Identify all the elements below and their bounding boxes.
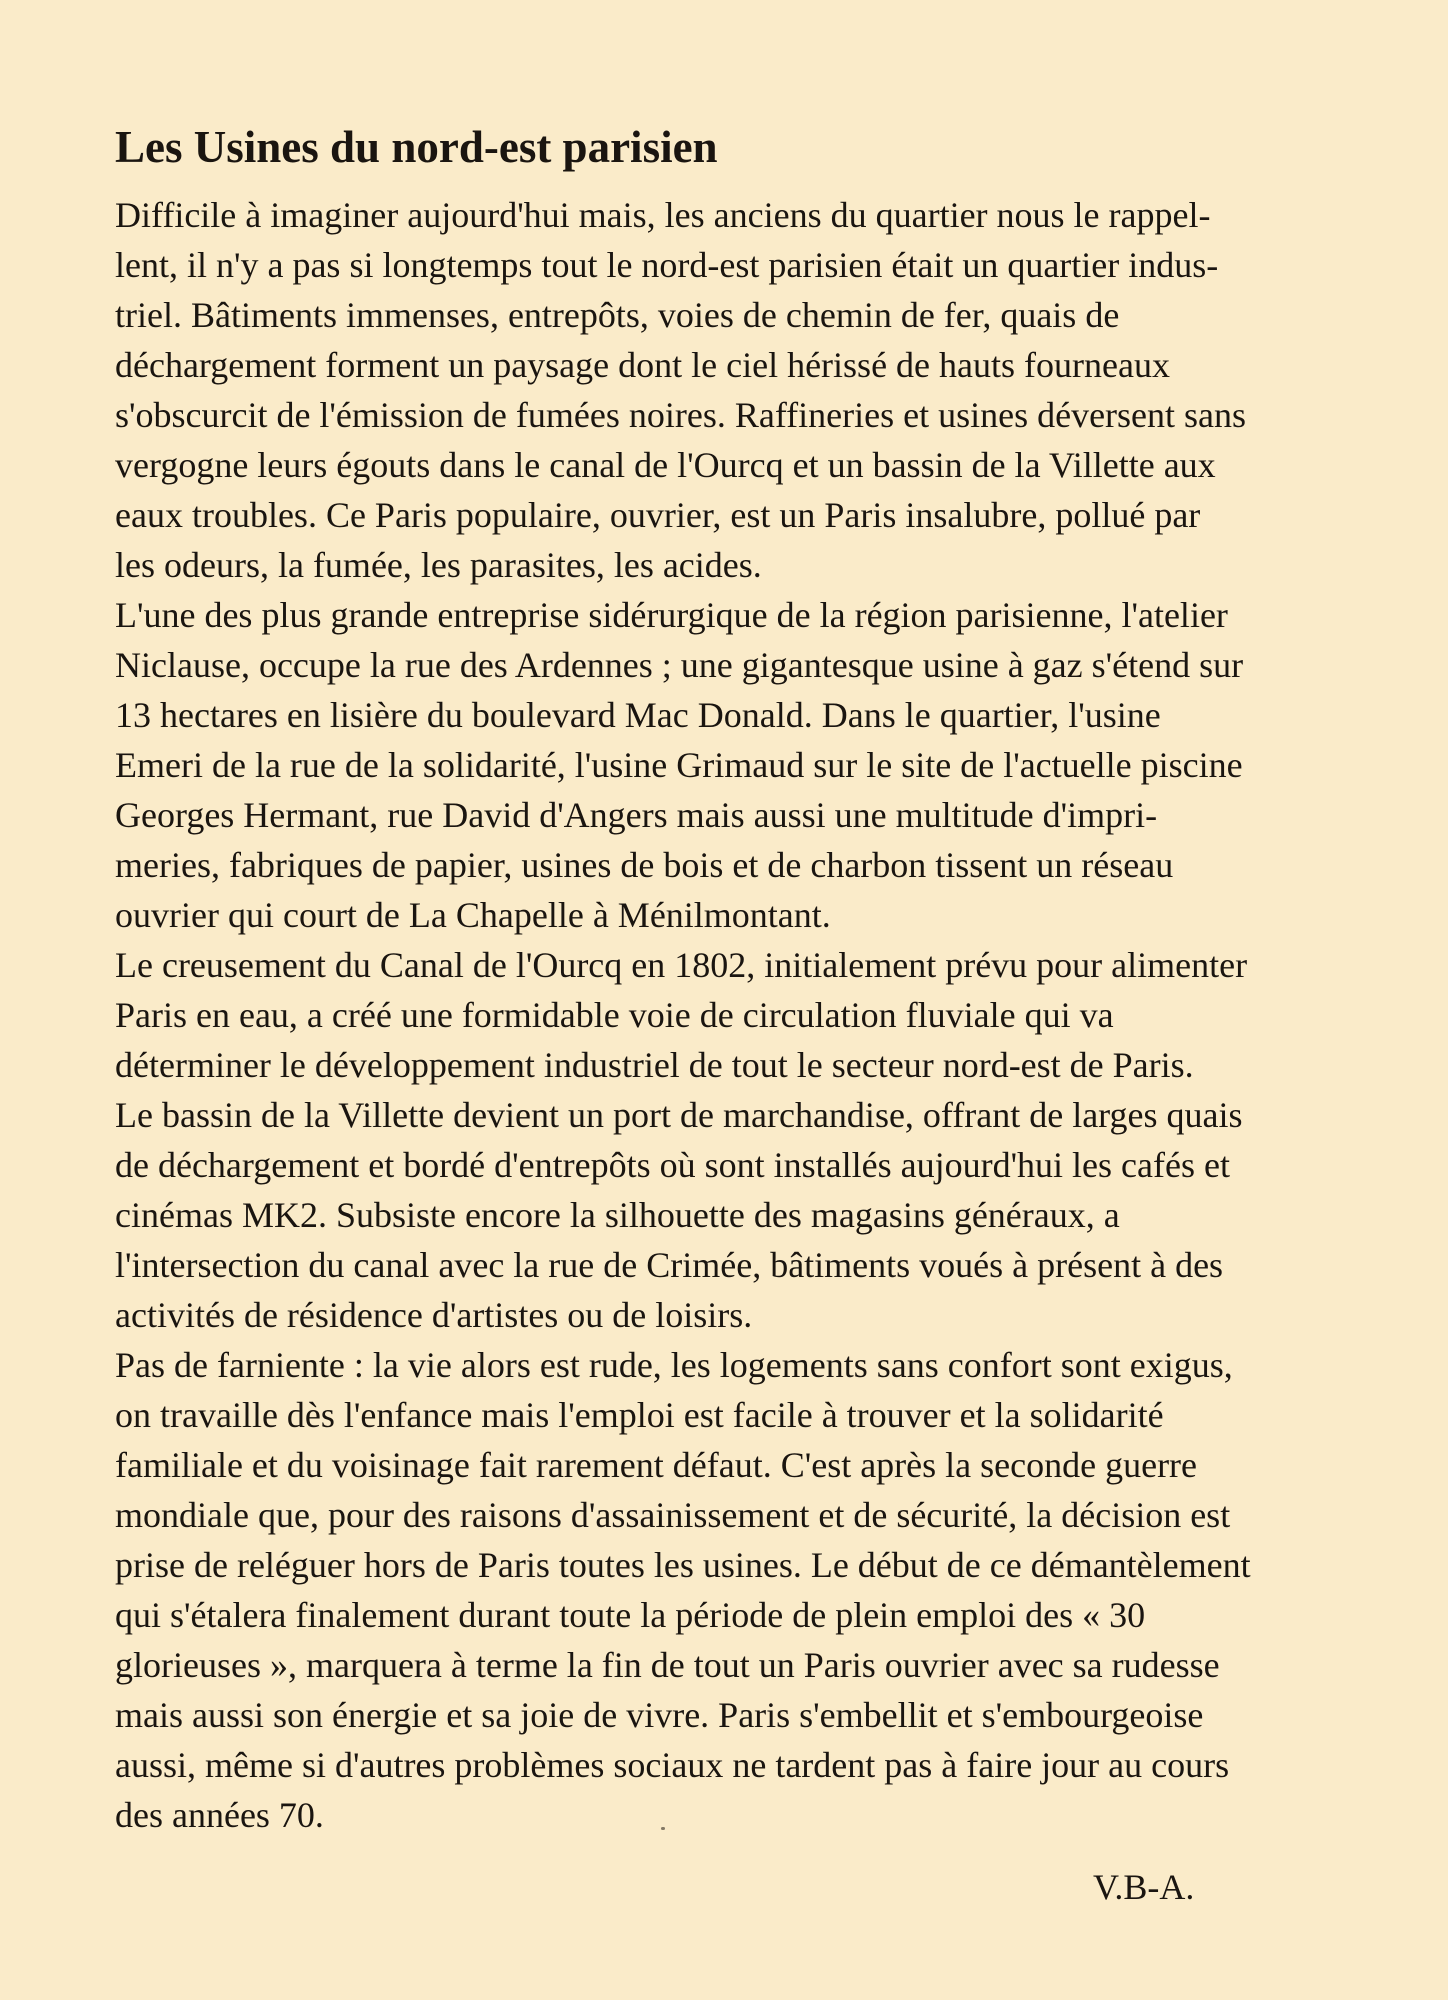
paragraph [115,190,1365,590]
text-line: prise de reléguer hors de Paris toutes les usines. Le début de ce démantèlement [115,1545,1251,1585]
text-line: Georges Hermant, rue David d'Angers mais aussi une multitude d'impri- [115,795,1158,835]
paragraph [115,1340,1365,1840]
article-body [115,190,1365,1840]
text-line: on travaille dès l'enfance mais l'emploi est facile à trouver et la solidarité [115,1395,1164,1435]
text-line: l'intersection du canal avec la rue de Crimée, bâtiments voués à présent à des [115,1245,1224,1285]
text-line: vergogne leurs égouts dans le canal de l'Ourcq et un bassin de la Villette aux [115,445,1216,485]
scan-speck-artifact [661,1827,665,1830]
text-line: meries, fabriques de papier, usines de bois et de charbon tissent un réseau [115,845,1174,885]
text-line: eaux troubles. Ce Paris populaire, ouvrier, est un Paris insalubre, pollué par [115,495,1201,535]
paragraph [115,590,1365,940]
text-line: les odeurs, la fumée, les parasites, les acides. [115,545,762,585]
text-line: Le creusement du Canal de l'Ourcq en 1802, initialement prévu pour alimenter [115,945,1248,985]
text-line: ouvrier qui court de La Chapelle à Ménilmontant. [115,895,831,935]
text-line: glorieuses », marquera à terme la fin de tout un Paris ouvrier avec sa rudesse [115,1645,1220,1685]
text-line: Le bassin de la Villette devient un port de marchandise, offrant de larges quais [115,1095,1243,1135]
text-line: qui s'étalera finalement durant toute la période de plein emploi des « 30 [115,1595,1146,1635]
text-line: activités de résidence d'artistes ou de loisirs. [115,1295,753,1335]
text-line: déterminer le développement industriel de tout le secteur nord-est de Paris. [115,1045,1194,1085]
text-line: familiale et du voisinage fait rarement défaut. C'est après la seconde guerre [115,1445,1198,1485]
paragraph [115,940,1365,1090]
author-signature: V.B-A. [1093,1867,1195,1907]
paragraph [115,1090,1365,1340]
page-title: Les Usines du nord-est parisien [115,122,718,172]
text-line: triel. Bâtiments immenses, entrepôts, voies de chemin de fer, quais de [115,295,1120,335]
text-line: Pas de farniente : la vie alors est rude, les logements sans confort sont exigus, [115,1345,1233,1385]
text-line: Niclause, occupe la rue des Ardennes ; une gigantesque usine à gaz s'étend sur [115,645,1244,685]
text-line: Emeri de la rue de la solidarité, l'usine Grimaud sur le site de l'actuelle piscine [115,745,1243,785]
text-line: déchargement forment un paysage dont le ciel hérissé de hauts fourneaux [115,345,1170,385]
text-line: aussi, même si d'autres problèmes sociaux ne tardent pas à faire jour au cours [115,1745,1230,1785]
text-line: Difficile à imaginer aujourd'hui mais, les anciens du quartier nous le rappel- [115,195,1211,235]
text-line: cinémas MK2. Subsiste encore la silhouette des magasins généraux, a [115,1195,1120,1235]
text-line: s'obscurcit de l'émission de fumées noires. Raffineries et usines déversent sans [115,395,1247,435]
text-line: 13 hectares en lisière du boulevard Mac Donald. Dans le quartier, l'usine [115,695,1161,735]
text-line: de déchargement et bordé d'entrepôts où sont installés aujourd'hui les cafés et [115,1145,1230,1185]
text-line: mondiale que, pour des raisons d'assainissement et de sécurité, la décision est [115,1495,1231,1535]
text-line: lent, il n'y a pas si longtemps tout le nord-est parisien était un quartier indus- [115,245,1219,285]
text-line: mais aussi son énergie et sa joie de vivre. Paris s'embellit et s'embourgeoise [115,1695,1204,1735]
text-line: L'une des plus grande entreprise sidérurgique de la région parisienne, l'atelier [115,595,1228,635]
text-line: Paris en eau, a créé une formidable voie de circulation fluviale qui va [115,995,1114,1035]
text-line: des années 70. [115,1795,324,1835]
